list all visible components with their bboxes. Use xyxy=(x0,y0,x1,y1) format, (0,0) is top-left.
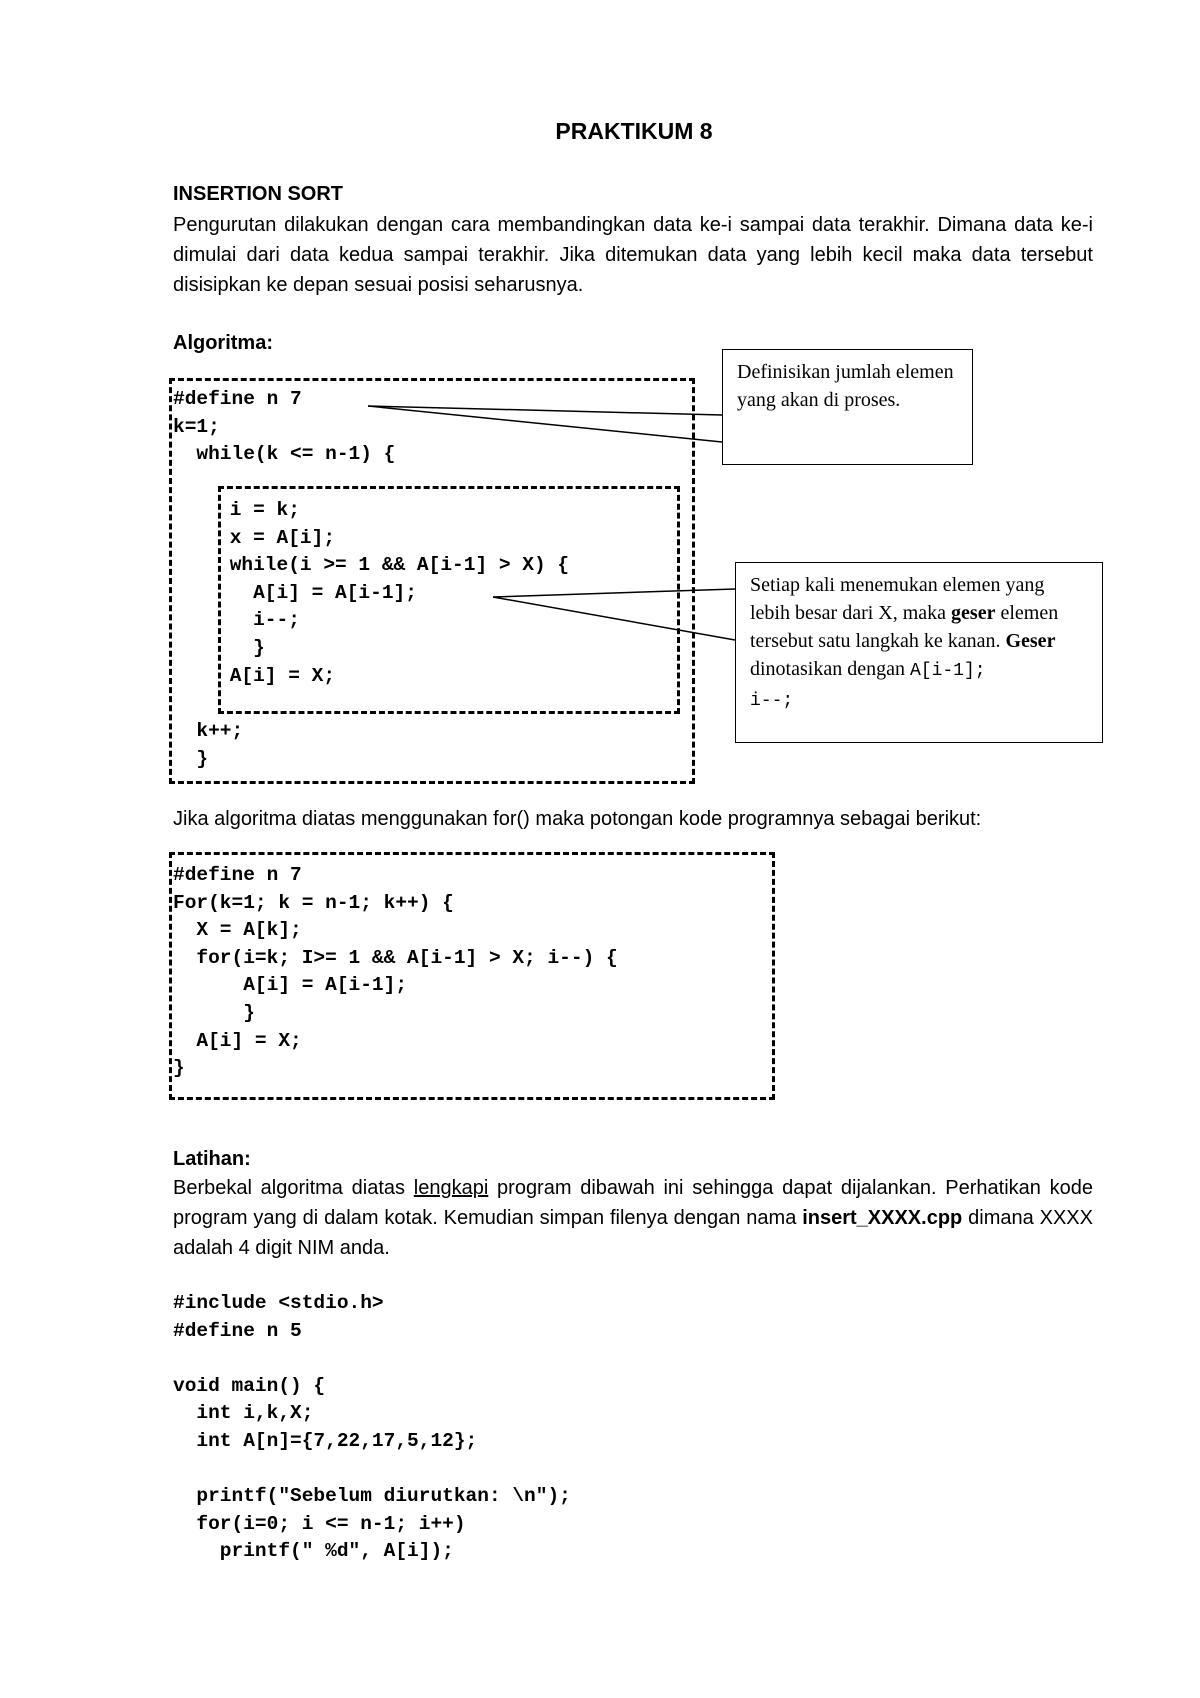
for-code: #define n 7 For(k=1; k = n-1; k++) { X = A[k]; for(i=k; I>= 1 && A[i-1] > X; i--) { A[i] = A[i-1]; } A[i] = X; } xyxy=(173,864,618,1080)
callout-geser-text-2: elemen tersebut satu langkah ke kanan. xyxy=(750,602,1059,652)
callout-geser-code-2: i--; xyxy=(750,691,794,711)
page-title: PRAKTIKUM 8 xyxy=(555,118,713,144)
algorithm-outer-tail-code: k++; } xyxy=(196,720,244,770)
for-intro: Jika algoritma diatas menggunakan for() maka potongan kode programnya sebagai berikut: xyxy=(173,808,982,830)
latihan-text-2: program dibawah ini sehingga dapat dijalankan. Perhatikan kode program yang di dalam kotak. Kemudian simpan filenya dengan nama xyxy=(173,1177,1094,1229)
callout-define: Definisikan jumlah elemen yang akan di proses. xyxy=(722,349,973,465)
latihan-text-3: dimana XXXX adalah 4 digit NIM anda. xyxy=(173,1207,1093,1259)
section-description: Pengurutan dilakukan dengan cara membandingkan data ke-i sampai data terakhir. Dimana data ke-i dimulai dari data kedua sampai terakhir. Jika ditemukan data yang lebih kecil maka data tersebut disisipkan ke depan sesuai posisi seharusnya. xyxy=(173,214,1093,296)
latihan-text xyxy=(173,1173,1093,1263)
callout-geser-bold-2: Geser xyxy=(1005,630,1056,652)
algoritma-heading: Algoritma: xyxy=(173,332,273,354)
latihan-text-1: Berbekal algoritma diatas xyxy=(173,1177,414,1199)
algorithm-outer-code: #define n 7 k=1; while(k <= n-1) { xyxy=(173,388,396,466)
latihan-link: lengkapi xyxy=(413,1177,489,1199)
latihan-code: #include <stdio.h> #define n 5 void main() { int i,k,X; int A[n]={7,22,17,5,12}; printf("Sebelum diurutkan: \n"); for(i=0; i <= n-1; i++) printf(" %d", A[i]); xyxy=(173,1292,571,1563)
section-heading: INSERTION SORT xyxy=(173,183,344,205)
latihan-filename: insert_XXXX.cpp xyxy=(802,1207,963,1229)
algorithm-inner-code: i = k; x = A[i]; while(i >= 1 && A[i-1] > X) { A[i] = A[i-1]; i--; } A[i] = X; xyxy=(229,499,570,687)
latihan-heading: Latihan: xyxy=(173,1148,251,1170)
callout-geser-text-3: dinotasikan dengan xyxy=(750,658,910,680)
callout-geser xyxy=(735,562,1103,743)
callout-geser-bold-1: geser xyxy=(951,602,996,624)
callout-geser-code-1: A[i-1]; xyxy=(909,661,986,681)
callout-geser-text-1: Setiap kali menemukan elemen yang lebih besar dari X, maka xyxy=(750,574,1045,624)
